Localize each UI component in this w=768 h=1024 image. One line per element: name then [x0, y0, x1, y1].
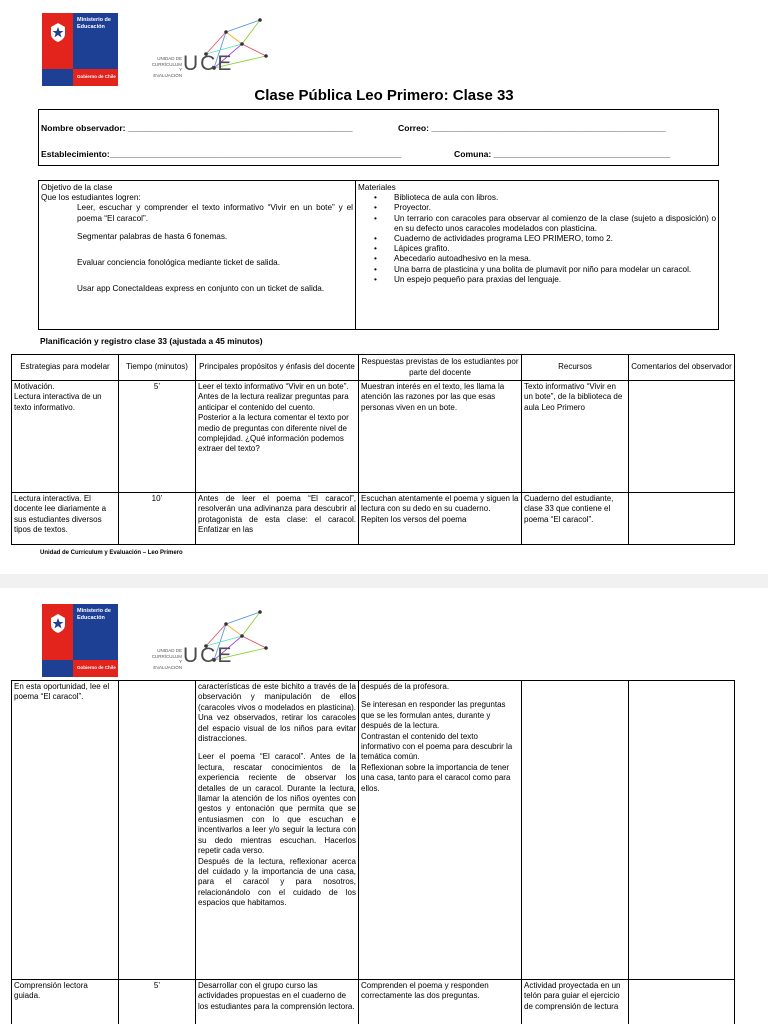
plan-title: Planificación y registro clase 33 (ajustada a 45 minutos)	[40, 336, 263, 346]
objective-item: Usar app ConectaIdeas express en conjunto con un ticket de salida.	[77, 284, 325, 294]
objectives-materials-box	[38, 180, 719, 330]
cell-purpose: Desarrollar con el grupo curso las actividades propuestas en el cuaderno de los estudiantes para la comprensión lectora.	[196, 980, 359, 1024]
cell-responses: Muestran interés en el texto, les llama la atención las razones por las que esas personas viven en un bote.	[359, 381, 522, 493]
material-item: • Biblioteca de aula con libros.	[358, 193, 716, 203]
cell-resources	[522, 681, 629, 980]
materials-section	[358, 183, 716, 285]
col-header-responses: Respuestas previstas de los estudiantes por parte del docente	[359, 355, 522, 381]
material-item: • Lápices grafito.	[358, 244, 716, 254]
cell-time: 5’	[119, 980, 196, 1024]
cell-comments[interactable]	[629, 381, 735, 493]
school-field[interactable]: Establecimiento:_____________________________________________________________	[41, 149, 402, 159]
material-item: • Cuaderno de actividades programa LEO PRIMERO, tomo 2.	[358, 234, 716, 244]
col-header-strategy: Estrategias para modelar	[12, 355, 119, 381]
objective-item: Segmentar palabras de hasta 6 fonemas.	[77, 231, 228, 241]
cell-purpose: Leer el texto informativo “Vivir en un bote”. Antes de la lectura realizar preguntas para anticipar el contenido del cuento. Posterior a la lectura comentar el texto por medio de preguntas con diferente nivel de complejidad. ¿Qué información podemos extraer del texto?	[196, 381, 359, 493]
cell-resources: Texto informativo “Vivir en un bote”, de la biblioteca de aula Leo Primero	[522, 381, 629, 493]
ministerio-educacion-logo: Ministerio de Educación Gobierno de Chile	[42, 13, 118, 86]
table-row	[12, 681, 735, 980]
cell-strategy: Motivación. Lectura interactiva de un texto informativo.	[12, 381, 119, 493]
col-header-resources: Recursos	[522, 355, 629, 381]
col-header-purpose: Principales propósitos y énfasis del docente	[196, 355, 359, 381]
coat-of-arms-icon	[47, 612, 69, 634]
cell-comments[interactable]	[629, 681, 735, 980]
material-item: • Abecedario autoadhesivo en la mesa.	[358, 254, 716, 264]
cell-time: 10’	[119, 493, 196, 545]
uce-logo: UNIDAD DE CURRÍCULUM Y EVALUACIÓN UCE	[142, 14, 272, 78]
cell-time	[119, 681, 196, 980]
table-row	[12, 493, 735, 545]
cell-comments[interactable]	[629, 493, 735, 545]
cell-comments[interactable]	[629, 980, 735, 1024]
cell-purpose: Antes de leer el poema “El caracol”, resolverán una adivinanza para descubrir al protagonista de esta clase: el caracol. Enfatizar en las	[196, 493, 359, 545]
cell-strategy: Comprensión lectora guiada.	[12, 980, 119, 1024]
col-header-comments: Comentarios del observador	[629, 355, 735, 381]
uce-logo: UNIDAD DE CURRÍCULUM Y EVALUACIÓN UCE	[142, 606, 272, 670]
col-header-time: Tiempo (minutos)	[119, 355, 196, 381]
cell-time: 5’	[119, 381, 196, 493]
material-item: • Un terrario con caracoles para observar al comienzo de la clase (sujeto a disposición) o en su defecto unos caracoles modelados con plasticina.	[358, 214, 716, 234]
observer-info-box	[38, 109, 719, 166]
materials-header: Materiales	[358, 183, 396, 192]
material-item: • Proyector.	[358, 203, 716, 213]
page-footer: Unidad de Currículum y Evaluación – Leo Primero	[40, 550, 183, 556]
cell-purpose: características de este bichito a través de la observación y manipulación de ellos (caracoles vivos o modelados en plasticina). Una vez observados, retirar los caracoles del espacio visual de los niños para evitar distracciones. Leer el poema “El caracol”. Antes de la lectura, rescatar conocimientos de la experiencia reciente de observar los detalles de un caracol. Durante la lectura, llamar la atención de los niños oyentes con gestos y entonación que permita que se entusiasmen con lo que escuchan e incentivarlos a leer y/o seguir la lectura con su dedo mientras escuchan. Hacerlos repetir cada verso. Después de la lectura, reflexionar acerca del cuidado y la importancia de una casa, para el caracol y para nosotros, relacionándolo con el cuidado de los espacios que habitamos.	[196, 681, 359, 980]
observer-name-field[interactable]: Nombre observador: _______________________________________________	[41, 123, 353, 133]
material-item: • Una barra de plasticina y una bolita de plumavit por niño para modelar un caracol.	[358, 265, 716, 275]
coat-of-arms-icon	[47, 21, 69, 43]
table-row	[12, 980, 735, 1024]
cell-responses: Escuchan atentamente el poema y siguen la lectura con su dedo en su cuaderno. Repiten los versos del poema	[359, 493, 522, 545]
cell-responses: después de la profesora. Se interesan en responder las preguntas que se les formulan antes, durante y después de la lectura. Contrastan el contenido del texto informativo con el poema para descubrir la temática común. Reflexionan sobre la importancia de tener una casa, tanto para el caracol como para ellos.	[359, 681, 522, 980]
objective-section	[41, 183, 353, 294]
objective-header: Objetivo de la clase	[41, 183, 113, 192]
observer-email-field[interactable]: Correo: _________________________________________________	[398, 123, 666, 133]
cell-resources: Actividad proyectada en un telón para guiar el ejercicio de comprensión de lectura	[522, 980, 629, 1024]
material-item: • Un espejo pequeño para praxias del lenguaje.	[358, 275, 716, 285]
cell-resources: Cuaderno del estudiante, clase 33 que contiene el poema “El caracol”.	[522, 493, 629, 545]
objective-item: Leer, escuchar y comprender el texto informativo “Vivir en un bote” y el poema “El caracol”.	[77, 203, 353, 223]
planning-table	[11, 354, 735, 545]
cell-strategy: Lectura interactiva. El docente lee diariamente a sus estudiantes diversos tipos de textos.	[12, 493, 119, 545]
document-title: Clase Pública Leo Primero: Clase 33	[254, 87, 514, 104]
document-page-2	[0, 588, 768, 1024]
objective-item: Evaluar conciencia fonológica mediante ticket de salida.	[77, 258, 280, 268]
comuna-field[interactable]: Comuna: _____________________________________	[454, 149, 671, 159]
planning-table-continued	[11, 680, 735, 1024]
cell-responses: Comprenden el poema y responden correctamente las dos preguntas.	[359, 980, 522, 1024]
table-row	[12, 381, 735, 493]
ministerio-educacion-logo: Ministerio de Educación Gobierno de Chile	[42, 604, 118, 677]
cell-strategy: En esta oportunidad, lee el poema “El caracol”.	[12, 681, 119, 980]
objective-intro: Que los estudiantes logren:	[41, 193, 141, 203]
